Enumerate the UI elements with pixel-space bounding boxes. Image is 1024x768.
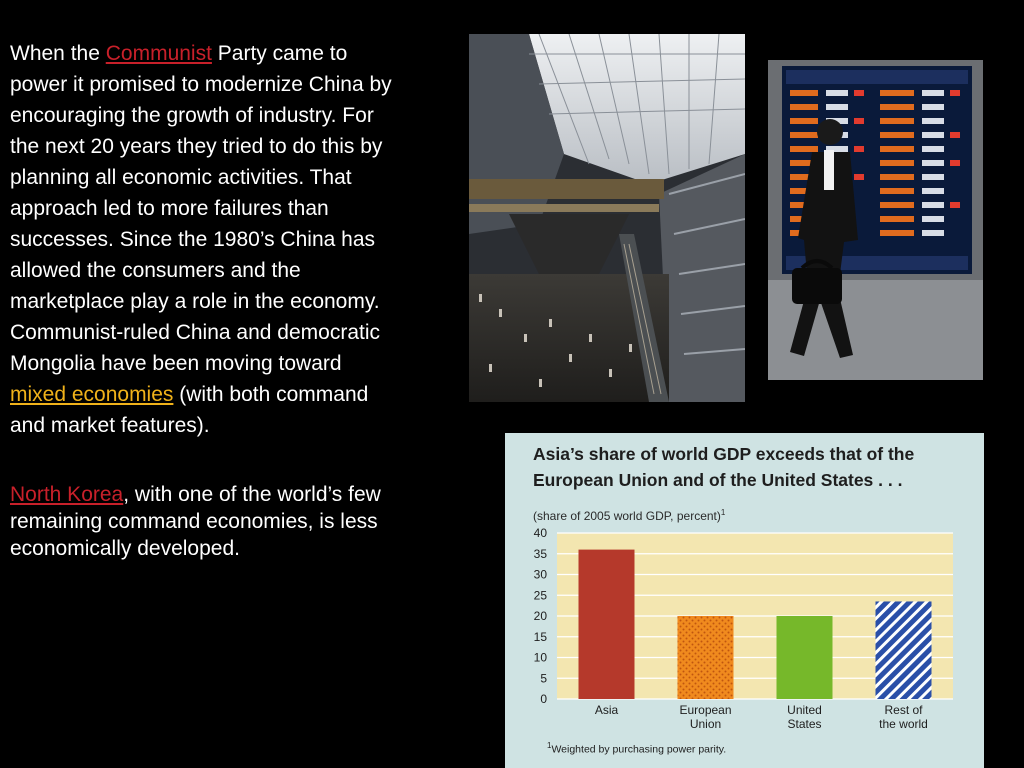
footnote-text: Weighted by purchasing power parity. [551, 743, 727, 756]
text-run: Party came to power it promised to modernize China by encouraging the growth of industry. For the next 20 years they tried to do this by planning all economic activities. That approach led to more failures than successes. Since the 1980’s China has allowed the consumers and the marketplace play a role in the economy. Communist-ruled China and democratic Mongolia have been moving toward [10, 42, 392, 375]
stock-board-image [768, 60, 983, 380]
text-run: (with both command and market features). [10, 383, 369, 437]
gdp-bar-chart [505, 433, 984, 768]
bar-rest-of-the-world [876, 601, 932, 699]
subtitle-footnote-mark: 1 [720, 508, 726, 517]
gdp-chart-panel [505, 433, 984, 768]
y-tick-label: 15 [533, 629, 547, 644]
text-run: When the [10, 42, 106, 65]
x-tick-label: Asia [594, 703, 619, 717]
text-run: , with one of the world’s few remaining command economies, is less economically developed. [10, 483, 381, 560]
y-tick-label: 25 [533, 588, 547, 603]
body-text [10, 38, 402, 562]
bar-european-union [678, 616, 734, 699]
y-tick-label: 40 [533, 526, 547, 540]
x-tick-label: European Union [679, 703, 732, 731]
y-tick-label: 35 [533, 546, 547, 561]
communist-link[interactable]: Communist [105, 42, 212, 65]
x-tick-label: Rest of the world [879, 703, 928, 731]
north-korea-link[interactable]: North Korea [10, 483, 124, 506]
mixed-economies-link[interactable]: mixed economies [10, 383, 174, 406]
y-tick-label: 0 [540, 692, 547, 706]
bar-united-states [777, 616, 833, 699]
station-atrium-image [469, 34, 745, 402]
paragraph-1 [10, 38, 402, 441]
chart-footnote [547, 741, 726, 756]
y-tick-label: 10 [533, 650, 547, 665]
station-atrium-photo [469, 34, 745, 402]
chart-subtitle-text: (share of 2005 world GDP, percent) [533, 509, 721, 523]
chart-title: Asia’s share of world GDP exceeds that of the European Union and of the United States . . . [533, 444, 915, 490]
y-tick-label: 5 [540, 671, 547, 686]
y-tick-label: 30 [533, 567, 547, 582]
x-tick-label: United States [787, 703, 822, 731]
paragraph-2 [10, 481, 402, 562]
stock-board-photo [768, 60, 983, 380]
bar-asia [579, 550, 635, 699]
y-tick-label: 20 [533, 609, 547, 623]
footnote-mark: 1 [547, 741, 552, 750]
